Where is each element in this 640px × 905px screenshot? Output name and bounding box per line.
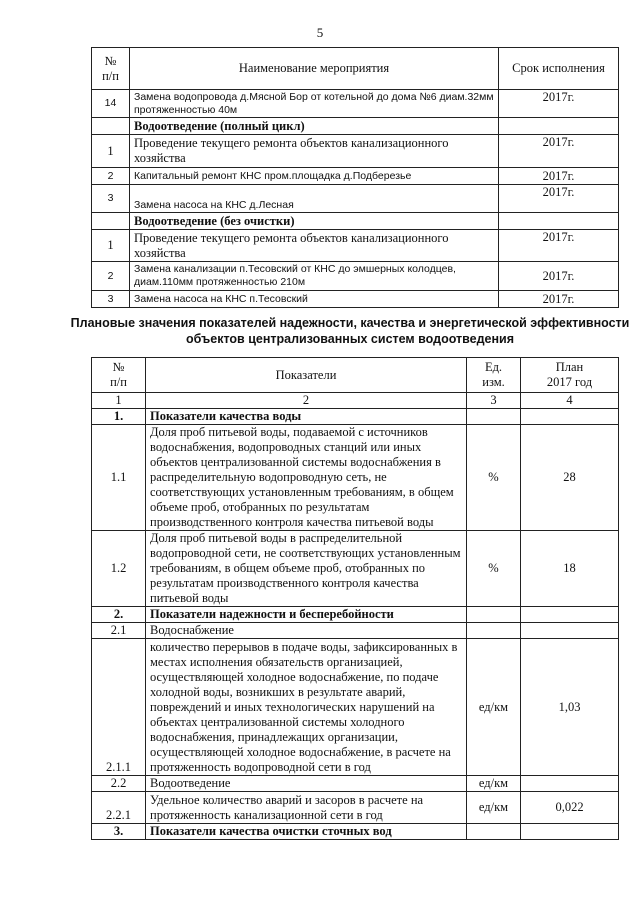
header-unit: Ед. изм. xyxy=(467,358,521,393)
row-plan xyxy=(521,607,619,623)
row-plan: 1,03 xyxy=(521,639,619,776)
row-name: Замена канализации п.Тесовский от КНС до эмшерных колодцев, диам.110мм протяженностью 210м xyxy=(130,262,499,291)
row-unit: ед/км xyxy=(467,792,521,824)
row-num: 1. xyxy=(92,409,146,425)
colnum: 2 xyxy=(146,393,467,409)
row-num: 3. xyxy=(92,824,146,840)
table-row xyxy=(92,639,619,776)
row-indicator: Показатели надежности и бесперебойности xyxy=(146,607,467,623)
row-indicator: количество перерывов в подаче воды, зафиксированных в местах исполнения обязательств организацией, осуществляющей холодное водоснабжение, по подаче холодной воды, возникших в результате аварий, повреждений и иных технологических нарушений на объектах централизованной системы холодного водоснабжения, принадлежащих организации, осуществляющей холодное водоснабжение, в расчете на протяженность водопроводной сети в год xyxy=(146,639,467,776)
row-name: Замена насоса на КНС п.Тесовский xyxy=(130,291,499,308)
table-row xyxy=(92,776,619,792)
row-indicator: Удельное количество аварий и засоров в расчете на протяженность канализационной сети в год xyxy=(146,792,467,824)
table-row xyxy=(92,168,619,185)
row-num: 3 xyxy=(92,291,130,308)
table-row xyxy=(92,425,619,531)
colnum: 3 xyxy=(467,393,521,409)
row-unit: % xyxy=(467,531,521,607)
row-plan: 18 xyxy=(521,531,619,607)
page-number: 5 xyxy=(316,25,324,40)
table-row xyxy=(92,409,619,425)
row-unit xyxy=(467,409,521,425)
table-row xyxy=(92,291,619,308)
row-num: 2. xyxy=(92,607,146,623)
header-indicator: Показатели xyxy=(146,358,467,393)
column-number-row xyxy=(92,393,619,409)
row-num: 2 xyxy=(92,168,130,185)
row-unit: ед/км xyxy=(467,776,521,792)
colnum: 1 xyxy=(92,393,146,409)
row-name: Проведение текущего ремонта объектов канализационного хозяйства xyxy=(130,230,499,262)
table-row xyxy=(92,824,619,840)
row-name: Замена насоса на КНС д.Лесная xyxy=(130,185,499,213)
row-name: Капитальный ремонт КНС пром.площадка д.Подберезье xyxy=(130,168,499,185)
row-term: 2017г. xyxy=(499,291,619,308)
table-row xyxy=(92,531,619,607)
section-heading: Плановые значения показателей надежности, качества и энергетической эффективности объектов централизованных систем водоотведения xyxy=(70,316,630,346)
section-title: Водоотведение (полный цикл) xyxy=(130,118,499,135)
row-num: 1 xyxy=(92,230,130,262)
table-row xyxy=(92,135,619,168)
row-plan xyxy=(521,824,619,840)
table-row xyxy=(92,623,619,639)
measures-table xyxy=(91,47,619,308)
row-indicator: Доля проб питьевой воды, подаваемой с источников водоснабжения, водопроводных станций или иных объектов централизованной системы водоснабжения в распределительную водопроводную сеть, не соответствующих установленным требованиям, в общем объеме проб, отобранных по результатам производственного контроля качества питьевой воды xyxy=(146,425,467,531)
row-unit: ед/км xyxy=(467,639,521,776)
header-plan: План 2017 год xyxy=(521,358,619,393)
row-term: 2017г. xyxy=(499,262,619,291)
row-plan: 0,022 xyxy=(521,792,619,824)
row-num: 2.1 xyxy=(92,623,146,639)
row-unit xyxy=(467,623,521,639)
header-name: Наименование мероприятия xyxy=(130,48,499,90)
table-row xyxy=(92,607,619,623)
table-row xyxy=(92,792,619,824)
row-plan: 28 xyxy=(521,425,619,531)
row-plan xyxy=(521,409,619,425)
table-row xyxy=(92,230,619,262)
colnum: 4 xyxy=(521,393,619,409)
section-title: Водоотведение (без очистки) xyxy=(130,213,499,230)
row-indicator: Доля проб питьевой воды в распределительной водопроводной сети, не соответствующих установленным требованиям, в общем объеме проб, отобранных по результатам производственного контроля качества питьевой воды xyxy=(146,531,467,607)
row-term: 2017г. xyxy=(499,90,619,118)
row-num: 2.2.1 xyxy=(92,792,146,824)
section-row xyxy=(92,213,619,230)
row-num: 1.2 xyxy=(92,531,146,607)
row-num: 2.1.1 xyxy=(92,639,146,776)
indicators-table xyxy=(91,357,619,840)
header-num: № п/п xyxy=(92,358,146,393)
row-term: 2017г. xyxy=(499,230,619,262)
row-unit xyxy=(467,824,521,840)
row-name: Замена водопровода д.Мясной Бор от котельной до дома №6 диам.32мм протяженностью 40м xyxy=(130,90,499,118)
row-indicator: Показатели качества воды xyxy=(146,409,467,425)
row-plan xyxy=(521,623,619,639)
row-num: 2.2 xyxy=(92,776,146,792)
row-unit: % xyxy=(467,425,521,531)
table-header-row xyxy=(92,48,619,90)
row-num: 3 xyxy=(92,185,130,213)
row-indicator: Водоотведение xyxy=(146,776,467,792)
row-num: 1 xyxy=(92,135,130,168)
row-indicator: Показатели качества очистки сточных вод xyxy=(146,824,467,840)
row-term: 2017г. xyxy=(499,185,619,213)
row-num: 14 xyxy=(92,90,130,118)
header-num: № п/п xyxy=(92,48,130,90)
row-plan xyxy=(521,776,619,792)
table-row xyxy=(92,185,619,213)
row-term: 2017г. xyxy=(499,168,619,185)
row-term: 2017г. xyxy=(499,135,619,168)
table-row xyxy=(92,262,619,291)
row-num: 2 xyxy=(92,262,130,291)
section-row xyxy=(92,118,619,135)
row-unit xyxy=(467,607,521,623)
row-num: 1.1 xyxy=(92,425,146,531)
table-header-row xyxy=(92,358,619,393)
row-indicator: Водоснабжение xyxy=(146,623,467,639)
header-term: Срок исполнения xyxy=(499,48,619,90)
table-row xyxy=(92,90,619,118)
row-name: Проведение текущего ремонта объектов канализационного хозяйства xyxy=(130,135,499,168)
